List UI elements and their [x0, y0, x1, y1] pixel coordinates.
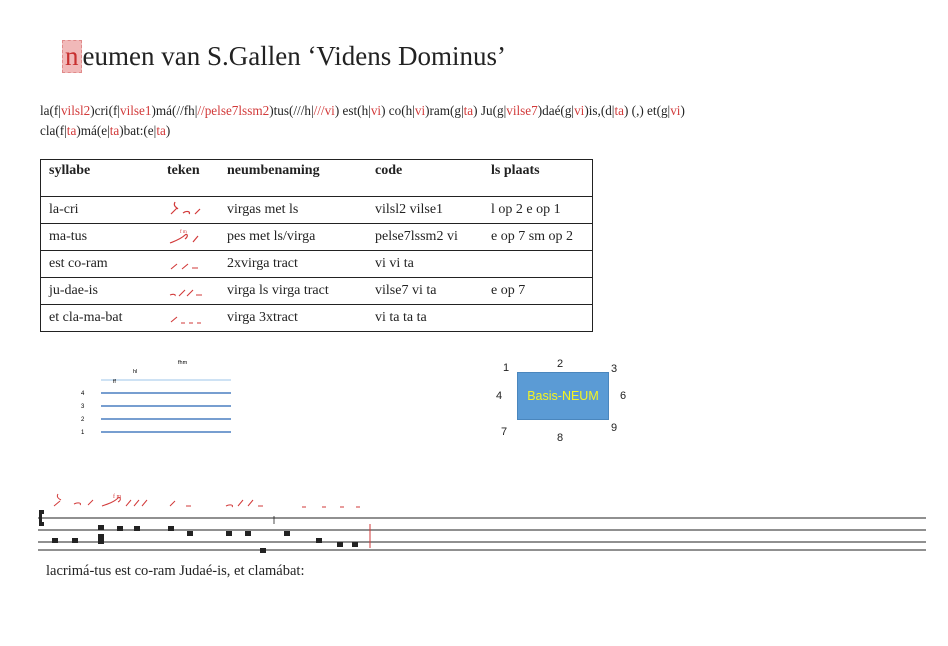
cell-code: vilse7 vi ta — [367, 278, 483, 305]
table-row — [41, 305, 593, 332]
title-rest: eumen van S.Gallen ‘Videns Dominus’ — [82, 41, 507, 71]
position-2: 2 — [557, 358, 564, 370]
position-7: 7 — [501, 426, 508, 438]
position-1: 1 — [503, 362, 510, 374]
position-9: 9 — [611, 422, 618, 434]
cell-plaats: e op 7 sm op 2 — [483, 224, 593, 251]
col-syllabe: syllabe — [41, 160, 160, 197]
code-fragment: ) est(h| — [334, 103, 371, 118]
red-neumes — [54, 494, 360, 507]
cell-plaats: l op 2 e op 1 — [483, 197, 593, 224]
code-fragment-red: vi — [414, 103, 426, 118]
code-fragment-red: vilsl2 — [60, 103, 91, 118]
code-fragment: )daé(g| — [537, 103, 575, 118]
label-ff: ff — [113, 379, 116, 385]
square-notes — [52, 525, 358, 553]
table-row — [41, 224, 593, 251]
title-initial: n — [62, 40, 82, 73]
code-fragment: ) — [680, 103, 685, 118]
cell-teken — [159, 197, 219, 224]
cell-code: vi ta ta ta — [367, 305, 483, 332]
cell-teken — [159, 224, 219, 251]
staff-diagram — [75, 355, 245, 445]
basis-neum-box: Basis-NEUM — [517, 372, 609, 420]
neum-table — [40, 159, 593, 332]
col-ls-plaats: ls plaats — [483, 160, 593, 197]
code-fragment-red: ta — [109, 123, 120, 138]
code-fragment-red: vilse1 — [120, 103, 152, 118]
code-fragment: )bat:(e| — [119, 123, 157, 138]
code-fragment: la(f| — [40, 103, 61, 118]
position-6: 6 — [620, 390, 627, 402]
position-8: 8 — [557, 432, 564, 444]
code-fragment: )má(//fh| — [151, 103, 198, 118]
label-fhm: fhm — [178, 360, 188, 366]
code-fragment-red: vilse7 — [506, 103, 538, 118]
cell-syllabe: est co-ram — [41, 251, 160, 278]
table-row — [41, 197, 593, 224]
col-teken: teken — [159, 160, 219, 197]
cell-naam: virgas met ls — [219, 197, 367, 224]
code-fragment: )tus(///h| — [269, 103, 314, 118]
code-fragment-red: ///vi — [313, 103, 335, 118]
chant-score — [34, 488, 934, 560]
code-fragment: )cri(f| — [90, 103, 120, 118]
code-fragment-red: vi — [574, 103, 585, 118]
cell-teken — [159, 305, 219, 332]
code-fragment: ) (,) et(g| — [623, 103, 671, 118]
code-fragment-red: ta — [156, 123, 166, 138]
code-line-1 — [40, 103, 685, 119]
line-number-2: 2 — [81, 417, 85, 423]
table-row — [41, 251, 593, 278]
neume-sign-icon — [167, 308, 217, 328]
neume-sign-icon — [167, 227, 217, 247]
cell-naam: virga ls virga tract — [219, 278, 367, 305]
line-number-1: 1 — [81, 430, 85, 436]
col-code: code — [367, 160, 483, 197]
code-fragment: )má(e| — [76, 123, 110, 138]
table-header-row — [41, 160, 593, 197]
cell-naam: virga 3xtract — [219, 305, 367, 332]
line-number-4: 4 — [81, 391, 85, 397]
code-fragment: ) co(h| — [381, 103, 415, 118]
cell-code: vilsl2 vilse1 — [367, 197, 483, 224]
svg-text:f m: f m — [180, 230, 187, 235]
code-fragment-red: vi — [670, 103, 681, 118]
code-fragment-red: ta — [463, 103, 474, 118]
col-neumbenaming: neumbenaming — [219, 160, 367, 197]
cell-syllabe: la-cri — [41, 197, 160, 224]
staff-lines — [38, 518, 926, 550]
cell-syllabe: ju-dae-is — [41, 278, 160, 305]
position-3: 3 — [611, 363, 618, 375]
neume-sign-icon — [167, 200, 217, 220]
page-title — [62, 40, 506, 73]
code-fragment: ) — [165, 123, 171, 138]
code-fragment-red: //pelse7lssm2 — [197, 103, 270, 118]
neume-sign-icon — [167, 281, 217, 301]
lyrics: lacrimá-tus est co-ram Judaé-is, et clamábat: — [46, 563, 305, 579]
code-fragment-red: ta — [614, 103, 624, 118]
code-fragment: ) Ju(g| — [473, 103, 507, 118]
neume-letters: f m — [113, 494, 122, 500]
cell-code: vi vi ta — [367, 251, 483, 278]
position-4: 4 — [496, 390, 503, 402]
cell-syllabe: et cla-ma-bat — [41, 305, 160, 332]
cell-teken — [159, 251, 219, 278]
code-fragment-red: vi — [370, 103, 382, 118]
table-row — [41, 278, 593, 305]
code-line-2 — [40, 123, 170, 139]
cell-naam: pes met ls/virga — [219, 224, 367, 251]
neume-sign-icon — [167, 254, 217, 274]
code-fragment: )ram(g| — [425, 103, 464, 118]
code-fragment-red: ta — [66, 123, 77, 138]
label-hl: hl — [133, 369, 138, 375]
cell-teken — [159, 278, 219, 305]
code-fragment: )is,(d| — [584, 103, 615, 118]
code-fragment: cla(f| — [40, 123, 67, 138]
cell-code: pelse7lssm2 vi — [367, 224, 483, 251]
cell-naam: 2xvirga tract — [219, 251, 367, 278]
cell-plaats: e op 7 — [483, 278, 593, 305]
cell-plaats — [483, 251, 593, 278]
cell-syllabe: ma-tus — [41, 224, 160, 251]
cell-plaats — [483, 305, 593, 332]
line-number-3: 3 — [81, 404, 85, 410]
